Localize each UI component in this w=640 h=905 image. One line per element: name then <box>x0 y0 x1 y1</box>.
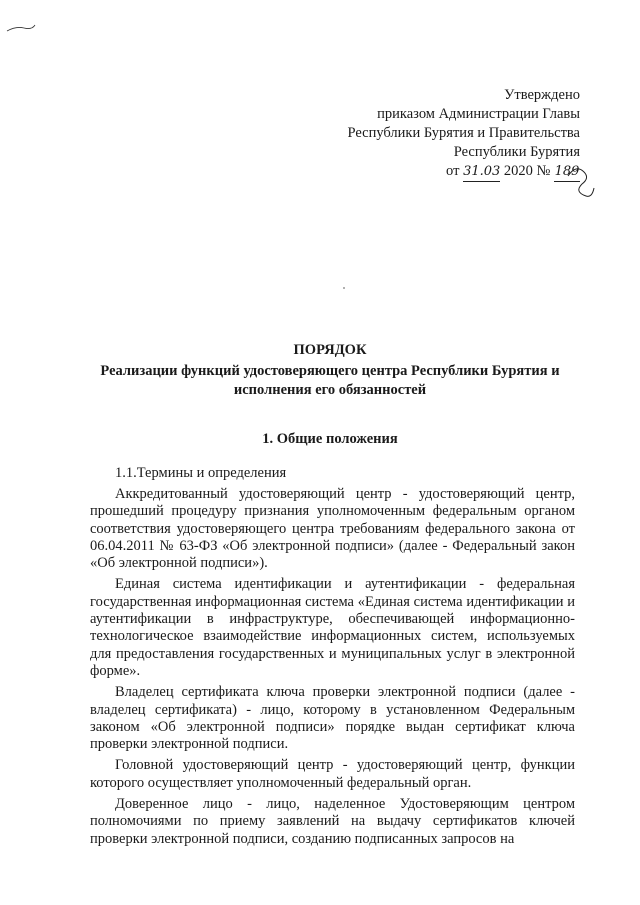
approval-date-line <box>280 162 580 182</box>
date-prefix: от <box>446 163 460 179</box>
document-subtitle: Реализации функций удостоверяющего центра Республики Бурятия и исполнения его обязанностей <box>100 363 560 398</box>
approval-line-1: Утверждено <box>504 87 580 103</box>
paragraph-head-center: Головной удостоверяющий центр - удостоверяющий центр, функции которого осуществляет уполномоченный федеральный орган. <box>90 757 575 791</box>
approval-stamp-block <box>280 86 580 182</box>
paragraph-trusted-person: Доверенное лицо - лицо, наделенное Удостоверяющим центром полномочиями по приему заявлений на выдачу сертификатов ключей проверки электронной подписи, созданию подписанных запросов на <box>90 796 575 847</box>
approval-line-2: приказом Администрации Главы <box>377 106 580 122</box>
document-body <box>90 486 575 852</box>
section-heading: 1. Общие положения <box>262 431 398 447</box>
paragraph-esia: Единая система идентификации и аутентификации - федеральная государственная информационная система «Единая система идентификации и аутентификации в инфраструктуре, обеспечивающей информационно-технологическое взаимодействие информационных систем, используемых для предоставления государственных и муниципальных услуг в электронной форме». <box>90 576 575 679</box>
paragraph-accredited-center: Аккредитованный удостоверяющий центр - удостоверяющий центр, прошедший процедуру признания уполномоченным федеральным органом соответствия удостоверяющего центра требованиям федерального закона от 06.04.2011 № 63-ФЗ «Об электронной подписи» (далее - Федеральный закон «Об электронной подписи»). <box>90 486 575 572</box>
stray-dot <box>343 287 345 289</box>
subsection-heading: 1.1.Термины и определения <box>115 465 287 481</box>
document-title: ПОРЯДОК <box>293 342 367 358</box>
handwritten-number: 189 <box>554 162 580 182</box>
handwritten-date: 31.03 <box>463 162 500 182</box>
signature-scrawl-icon <box>564 162 600 202</box>
date-year: 2020 № <box>503 163 551 179</box>
approval-line-3: Республики Бурятия и Правительства <box>347 125 580 141</box>
approval-line-4: Республики Бурятия <box>453 144 580 160</box>
corner-pen-mark <box>6 22 36 34</box>
paragraph-certificate-owner: Владелец сертификата ключа проверки электронной подписи (далее - владелец сертификата) - лицо, которому в установленном Федеральным законом «Об электронной подписи» порядке выдан сертификат ключа проверки электронной подписи. <box>90 684 575 753</box>
